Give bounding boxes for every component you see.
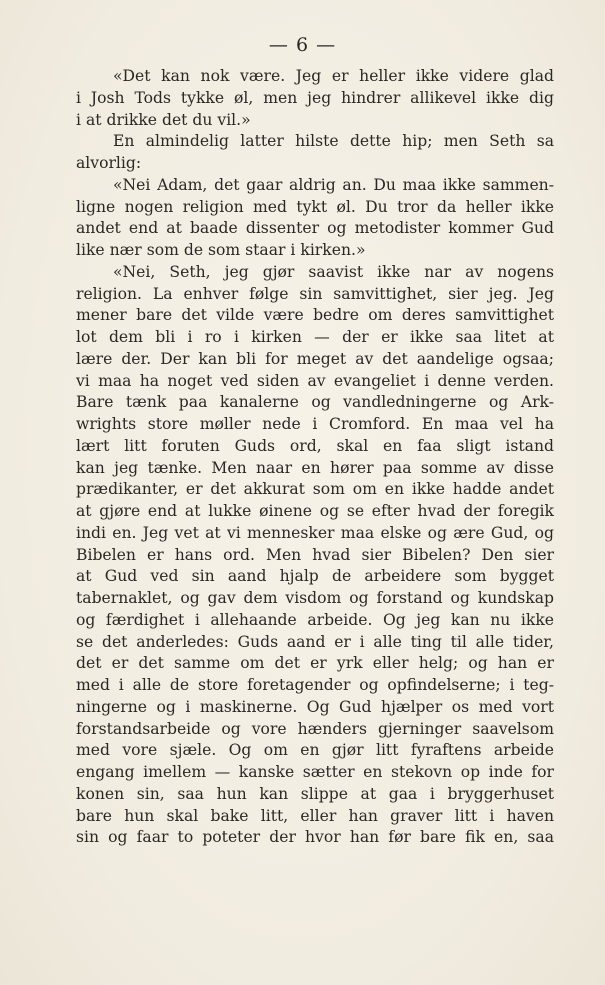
text-line: indi en. Jeg vet at vi mennesker maa elske og ære Gud, og <box>76 523 554 542</box>
text-line: engang imellem — kanske sætter en stekovn op inde for <box>76 763 554 781</box>
text-line: at gjøre end at lukke øinene og se efter hvad der foregik <box>76 502 554 520</box>
text-line: konen sin, saa hun kan slippe at gaa i bryggerhuset <box>76 784 554 803</box>
text-line: En almindelig latter hilste dette hip; men Seth sa <box>113 132 554 151</box>
text-line: «Det kan nok være. Jeg er heller ikke videre glad <box>113 67 554 85</box>
text-line: og færdighet i allehaande arbeide. Og jeg kan nu ikke <box>76 610 554 629</box>
text-line: forstandsarbeide og vore hænders gjerninger saavelsom <box>76 719 554 738</box>
text-line: mener bare det vilde være bedre om deres samvittighet <box>76 306 554 325</box>
text-line: lært litt foruten Guds ord, skal en faa sligt istand <box>76 436 554 455</box>
text-line: at Gud ved sin aand hjalp de arbeidere som bygget <box>76 567 554 586</box>
text-line: kan jeg tænke. Men naar en hører paa somme av disse <box>76 458 554 477</box>
text-line: sin og faar to poteter der hvor han før bare fik en, saa <box>76 828 554 847</box>
text-line: i at drikke det du vil.» <box>76 110 251 129</box>
text-line: Bibelen er hans ord. Men hvad sier Bibelen? Den sier <box>76 545 554 564</box>
text-line: like nær som de som staar i kirken.» <box>76 241 366 259</box>
text-line: tabernaklet, og gav dem visdom og forstand og kundskap <box>76 589 554 607</box>
text-line: ningerne og i maskinerne. Og Gud hjælper os med vort <box>76 697 554 716</box>
text-line: Bare tænk paa kanalerne og vandledningerne og Ark- <box>76 393 554 412</box>
text-line: lot dem bli i ro i kirken — der er ikke saa litet at <box>76 328 554 346</box>
text-line: med i alle de store foretagender og opfindelserne; i teg- <box>76 676 554 694</box>
text-line: bare hun skal bake litt, eller han graver litt i haven <box>76 806 554 825</box>
page-number: — 6 — <box>268 34 337 56</box>
text-line: religion. La enhver følge sin samvittighet, sier jeg. Jeg <box>76 284 554 303</box>
text-line: wrights store møller nede i Cromford. En maa vel ha <box>76 415 554 433</box>
text-line: alvorlig: <box>76 154 142 172</box>
text-line: vi maa ha noget ved siden av evangeliet i denne verden. <box>76 371 554 390</box>
text-line: prædikanter, er det akkurat som om en ikke hadde andet <box>76 480 554 499</box>
text-line: det er det samme om det er yrk eller helg; og han er <box>76 654 554 673</box>
text-line: «Nei, Seth, jeg gjør saavist ikke nar av nogens <box>113 262 554 281</box>
body-text <box>76 66 554 849</box>
text-line: se det anderledes: Guds aand er i alle ting til alle tider, <box>76 632 554 651</box>
text-line: lære der. Der kan bli for meget av det aandelige ogsaa; <box>76 349 554 368</box>
text-line: med vore sjæle. Og om en gjør litt fyraftens arbeide <box>76 741 554 760</box>
text-line: andet end at baade dissenter og metodister kommer Gud <box>76 219 554 238</box>
text-line: «Nei Adam, det gaar aldrig an. Du maa ikke sammen- <box>113 175 554 194</box>
text-line: ligne nogen religion med tykt øl. Du tror da heller ikke <box>76 197 554 216</box>
text-line: i Josh Tods tykke øl, men jeg hindrer allikevel ikke dig <box>76 88 554 107</box>
